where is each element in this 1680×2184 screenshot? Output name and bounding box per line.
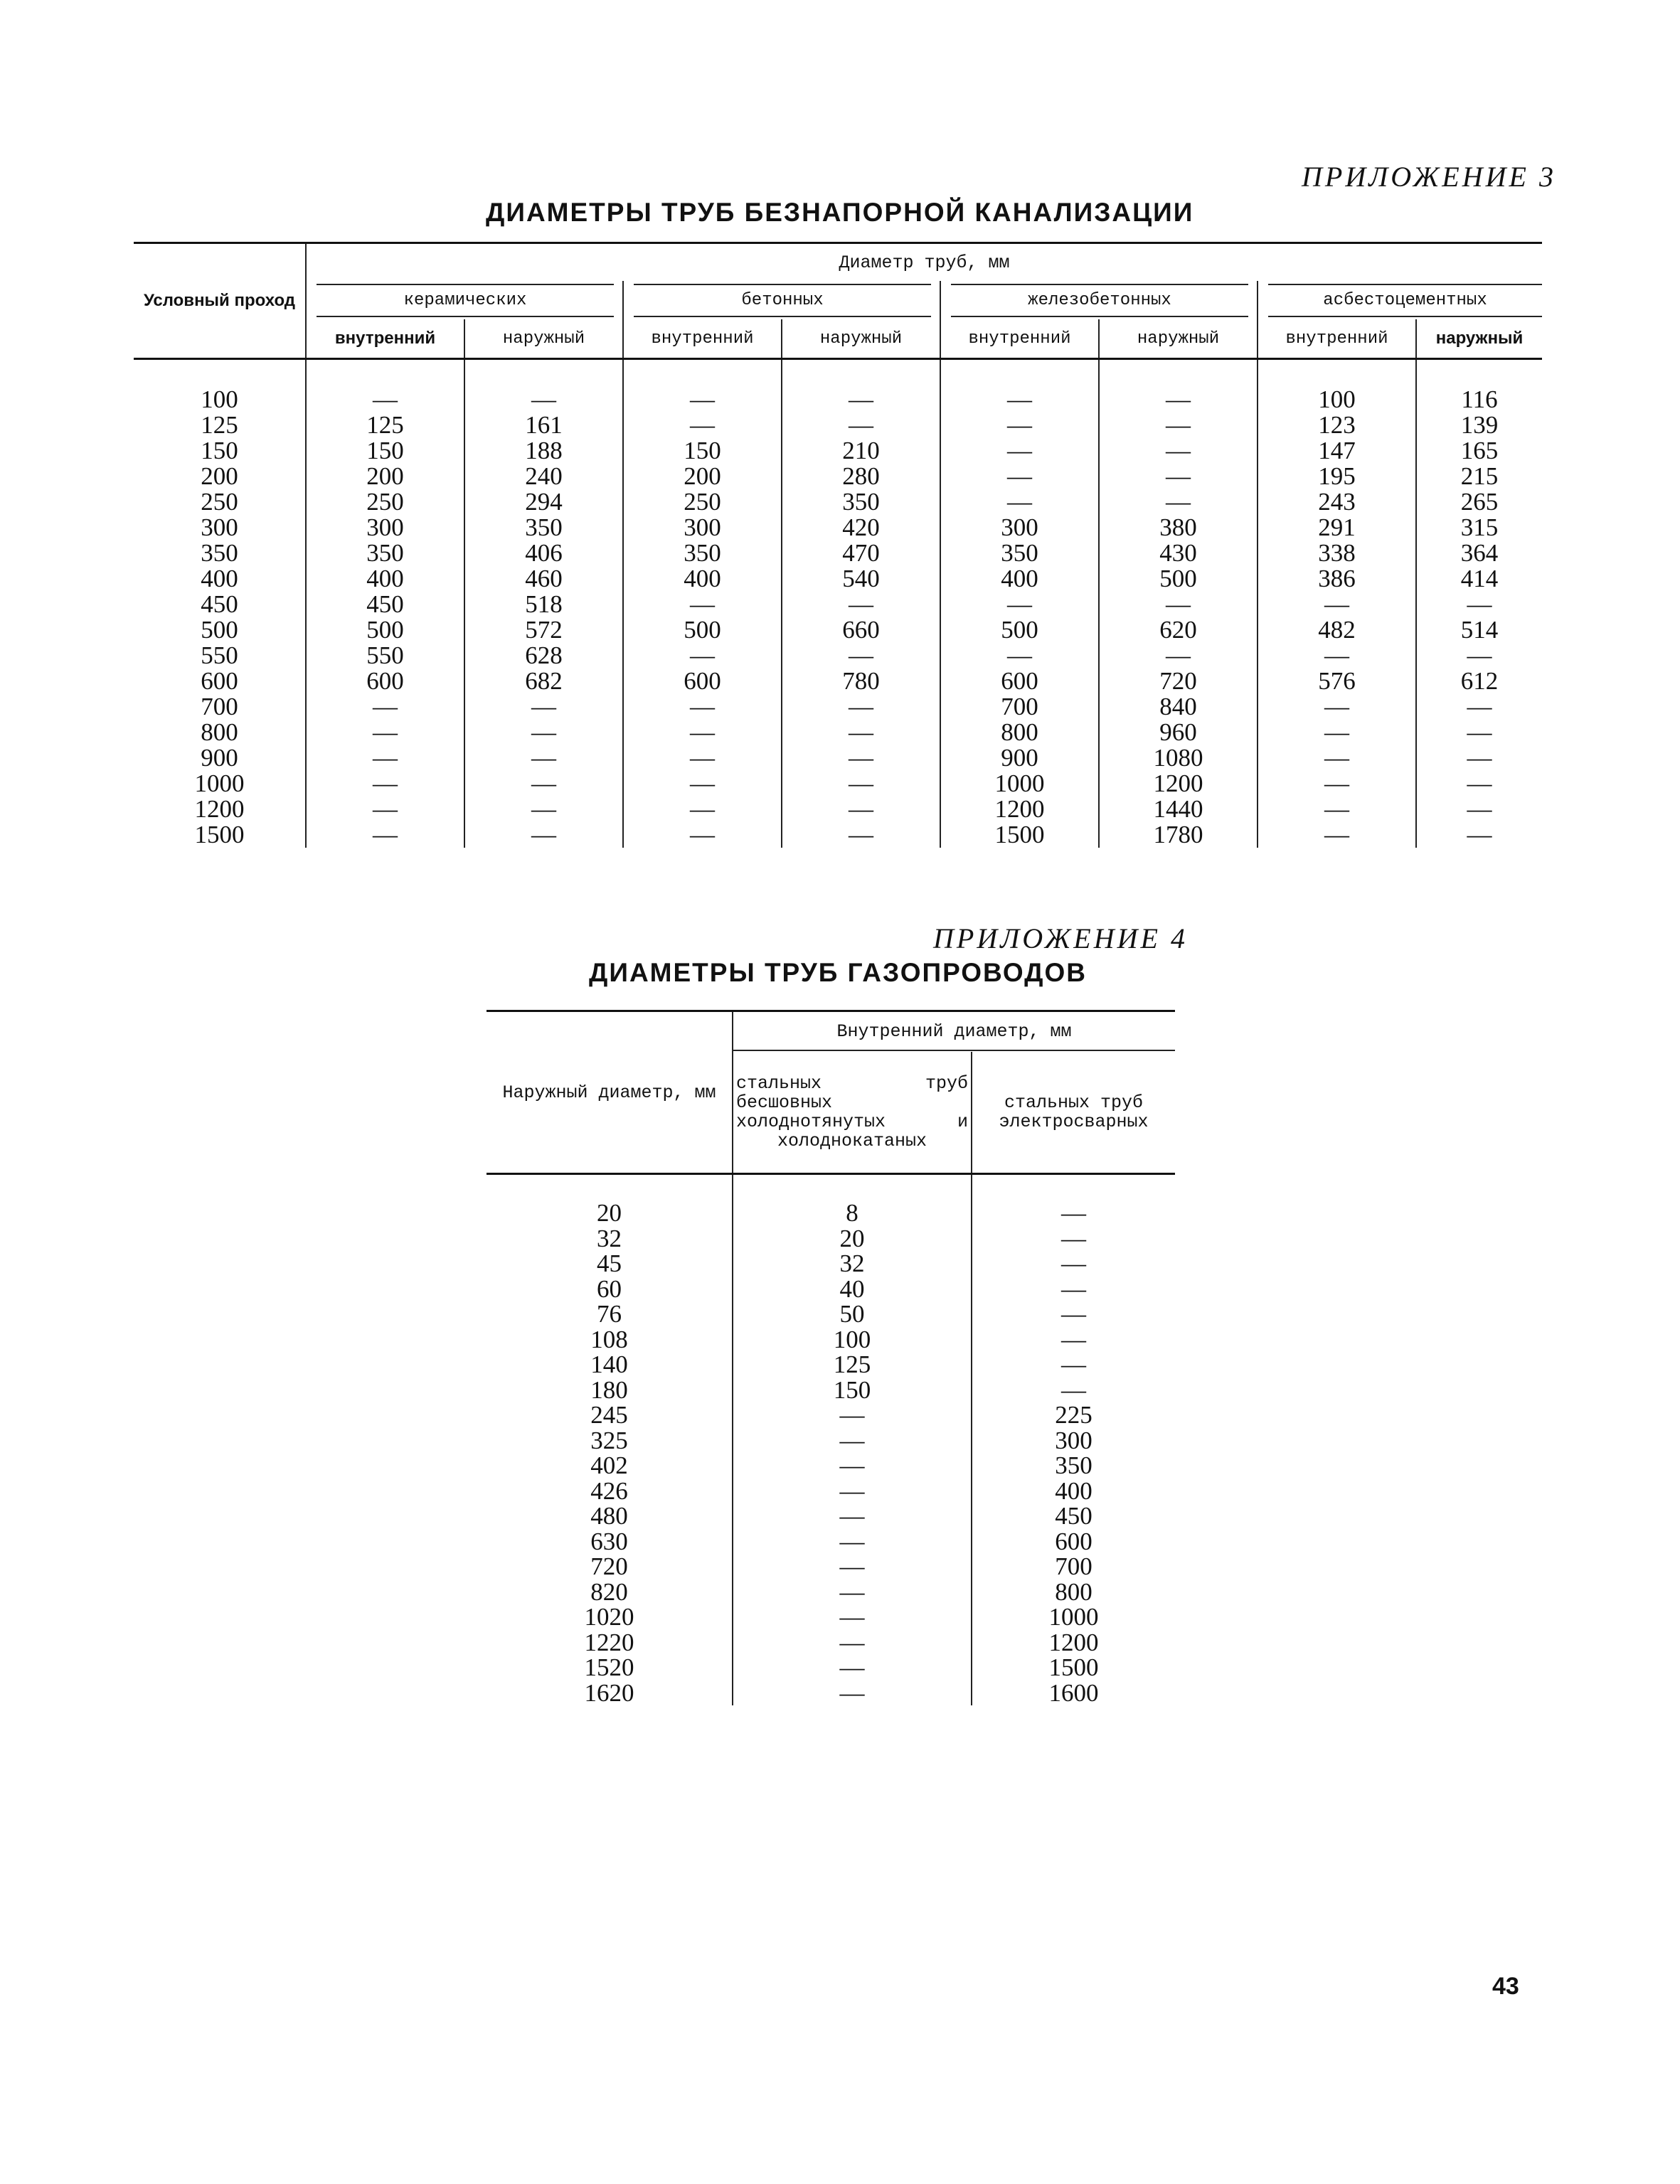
value-cell: 161: [464, 412, 623, 438]
stub-cell: 720: [590, 1552, 628, 1580]
value-cell: 294: [464, 489, 623, 515]
value-cell: 300: [623, 515, 782, 540]
value-cell: —: [623, 412, 782, 438]
group-header: Диаметр труб, мм: [306, 243, 1542, 282]
value-cell: 840: [1099, 694, 1258, 720]
outer-header: наружный: [464, 319, 623, 359]
value-cell: —: [623, 797, 782, 822]
value-cell: —: [940, 438, 1099, 464]
value-cell: —: [1416, 771, 1542, 797]
value-cell: —: [733, 1428, 972, 1454]
value-cell: —: [1258, 592, 1416, 617]
value-cell: 500: [940, 617, 1099, 643]
stub-cell: 450: [201, 590, 238, 618]
value-cell: —: [733, 1529, 972, 1555]
value-cell: —: [782, 797, 940, 822]
value-cell: —: [464, 720, 623, 745]
value-cell: 420: [782, 515, 940, 540]
table-row: [134, 438, 1542, 464]
sewer-pipe-diameters-table: [134, 242, 1542, 848]
stub-cell: 700: [201, 693, 238, 720]
material-header: железобетонных: [940, 281, 1258, 319]
value-cell: —: [782, 771, 940, 797]
value-cell: 188: [464, 438, 623, 464]
stub-cell: 76: [597, 1300, 622, 1328]
value-cell: 400: [972, 1479, 1175, 1504]
stub-header: Условный проход: [134, 243, 306, 359]
value-cell: 572: [464, 617, 623, 643]
value-cell: —: [733, 1453, 972, 1479]
value-cell: —: [782, 412, 940, 438]
stub-cell: 125: [201, 411, 238, 439]
value-cell: 350: [782, 489, 940, 515]
value-cell: —: [733, 1580, 972, 1605]
stub-cell: 402: [590, 1451, 628, 1479]
value-cell: 400: [306, 566, 464, 592]
value-cell: 612: [1416, 668, 1542, 694]
value-cell: —: [733, 1503, 972, 1529]
value-cell: —: [306, 797, 464, 822]
table-row: [487, 1680, 1175, 1706]
value-cell: 450: [306, 592, 464, 617]
stub-cell: 600: [201, 667, 238, 695]
value-cell: 1080: [1099, 745, 1258, 771]
value-cell: 1440: [1099, 797, 1258, 822]
value-cell: —: [1099, 489, 1258, 515]
table-row: [487, 1428, 1175, 1454]
table-row: [487, 1554, 1175, 1580]
value-cell: —: [623, 592, 782, 617]
value-cell: 682: [464, 668, 623, 694]
value-cell: —: [1416, 822, 1542, 848]
value-cell: 380: [1099, 515, 1258, 540]
appendix-3-label: ПРИЛОЖЕНИЕ 3: [1302, 161, 1556, 193]
stub-cell: 325: [590, 1426, 628, 1454]
value-cell: —: [464, 822, 623, 848]
value-cell: 125: [306, 412, 464, 438]
table-row: [134, 797, 1542, 822]
inner-header: внутренний: [623, 319, 782, 359]
value-cell: —: [972, 1327, 1175, 1353]
value-cell: 518: [464, 592, 623, 617]
table-row: [134, 515, 1542, 540]
value-cell: 386: [1258, 566, 1416, 592]
table-row: [134, 540, 1542, 566]
value-cell: —: [464, 797, 623, 822]
value-cell: —: [623, 771, 782, 797]
stub-cell: 1200: [194, 795, 245, 823]
value-cell: 150: [623, 438, 782, 464]
value-cell: 780: [782, 668, 940, 694]
table-row: [487, 1604, 1175, 1630]
value-cell: 1600: [972, 1680, 1175, 1706]
value-cell: —: [1258, 643, 1416, 668]
value-cell: —: [1258, 745, 1416, 771]
stub-cell: 45: [597, 1250, 622, 1277]
value-cell: 100: [1258, 359, 1416, 413]
value-cell: —: [733, 1402, 972, 1428]
value-cell: —: [1416, 643, 1542, 668]
material-header: керамических: [306, 281, 623, 319]
value-cell: —: [1258, 822, 1416, 848]
value-cell: 1200: [940, 797, 1099, 822]
value-cell: —: [1099, 464, 1258, 489]
sewer-table-body: [134, 359, 1542, 848]
value-cell: 700: [940, 694, 1099, 720]
value-cell: —: [623, 694, 782, 720]
table-row: [487, 1479, 1175, 1504]
value-cell: —: [972, 1251, 1175, 1277]
stub-cell: 426: [590, 1476, 628, 1505]
value-cell: 250: [623, 489, 782, 515]
value-cell: —: [1416, 720, 1542, 745]
value-cell: —: [782, 359, 940, 413]
value-cell: 620: [1099, 617, 1258, 643]
value-cell: 470: [782, 540, 940, 566]
stub-cell: 500: [201, 616, 238, 644]
value-cell: 123: [1258, 412, 1416, 438]
value-cell: 225: [972, 1402, 1175, 1428]
value-cell: 40: [733, 1277, 972, 1302]
value-cell: 32: [733, 1251, 972, 1277]
stub-cell: 20: [597, 1199, 622, 1227]
value-cell: 550: [306, 643, 464, 668]
material-header: бетонных: [623, 281, 940, 319]
value-cell: —: [940, 643, 1099, 668]
value-cell: 514: [1416, 617, 1542, 643]
value-cell: —: [464, 745, 623, 771]
value-cell: 280: [782, 464, 940, 489]
table-row: [134, 592, 1542, 617]
value-cell: 500: [623, 617, 782, 643]
value-cell: 1000: [972, 1604, 1175, 1630]
table-row: [487, 1277, 1175, 1302]
value-cell: —: [623, 745, 782, 771]
value-cell: 350: [464, 515, 623, 540]
value-cell: 1000: [940, 771, 1099, 797]
value-cell: —: [940, 592, 1099, 617]
value-cell: 243: [1258, 489, 1416, 515]
value-cell: —: [1416, 745, 1542, 771]
stub-cell: 60: [597, 1274, 622, 1303]
value-cell: —: [972, 1301, 1175, 1327]
outer-header: наружный: [782, 319, 940, 359]
value-cell: 139: [1416, 412, 1542, 438]
value-cell: —: [972, 1174, 1175, 1226]
value-cell: 350: [306, 540, 464, 566]
value-cell: —: [782, 822, 940, 848]
stub-cell: 150: [201, 437, 238, 464]
group-header: Внутренний диаметр, мм: [733, 1011, 1175, 1053]
value-cell: —: [940, 359, 1099, 413]
table-row: [487, 1327, 1175, 1353]
gas-pipe-diameters-table: [487, 1010, 1175, 1705]
value-cell: 800: [940, 720, 1099, 745]
value-cell: 414: [1416, 566, 1542, 592]
stub-cell: 32: [597, 1224, 622, 1252]
stub-cell: 350: [201, 539, 238, 567]
table-row: [487, 1301, 1175, 1327]
value-cell: —: [623, 822, 782, 848]
value-cell: 960: [1099, 720, 1258, 745]
value-cell: 240: [464, 464, 623, 489]
outer-header: наружный: [1416, 319, 1542, 359]
value-cell: —: [733, 1655, 972, 1680]
value-cell: —: [306, 359, 464, 413]
value-cell: 400: [940, 566, 1099, 592]
value-cell: 800: [972, 1580, 1175, 1605]
value-cell: —: [1099, 438, 1258, 464]
seamless-header: стальных труб бесшовных холоднотянутых и холоднокатаных: [733, 1052, 972, 1174]
value-cell: 338: [1258, 540, 1416, 566]
value-cell: 300: [940, 515, 1099, 540]
value-cell: —: [623, 643, 782, 668]
value-cell: —: [733, 1680, 972, 1706]
value-cell: —: [733, 1479, 972, 1504]
stub-cell: 1020: [584, 1603, 634, 1631]
value-cell: 900: [940, 745, 1099, 771]
table-row: [487, 1251, 1175, 1277]
stub-cell: 200: [201, 462, 238, 490]
stub-cell: 1500: [194, 821, 245, 848]
value-cell: 430: [1099, 540, 1258, 566]
table-row: [487, 1352, 1175, 1378]
table-row: [134, 694, 1542, 720]
value-cell: 315: [1416, 515, 1542, 540]
table-row: [134, 643, 1542, 668]
value-cell: 482: [1258, 617, 1416, 643]
table-row: [487, 1378, 1175, 1403]
value-cell: 300: [972, 1428, 1175, 1454]
value-cell: —: [1416, 694, 1542, 720]
table-row: [134, 566, 1542, 592]
value-cell: —: [782, 694, 940, 720]
stub-cell: 630: [590, 1527, 628, 1555]
value-cell: —: [972, 1378, 1175, 1403]
value-cell: —: [782, 643, 940, 668]
value-cell: —: [940, 412, 1099, 438]
stub-cell: 480: [590, 1502, 628, 1530]
stub-cell: 1000: [194, 769, 245, 797]
stub-cell: 300: [201, 513, 238, 541]
value-cell: 460: [464, 566, 623, 592]
value-cell: —: [306, 822, 464, 848]
stub-header: Наружный диаметр, мм: [487, 1011, 733, 1174]
value-cell: 125: [733, 1352, 972, 1378]
stub-cell: 800: [201, 718, 238, 746]
value-cell: 400: [623, 566, 782, 592]
value-cell: 600: [623, 668, 782, 694]
table-row: [134, 489, 1542, 515]
welded-header: стальных труб электросварных: [972, 1052, 1175, 1174]
value-cell: 350: [623, 540, 782, 566]
value-cell: —: [972, 1277, 1175, 1302]
table-row: [134, 412, 1542, 438]
value-cell: 350: [940, 540, 1099, 566]
value-cell: 600: [306, 668, 464, 694]
value-cell: 20: [733, 1226, 972, 1252]
gas-table-body: [487, 1174, 1175, 1706]
value-cell: 540: [782, 566, 940, 592]
value-cell: 576: [1258, 668, 1416, 694]
page-number: 43: [1492, 1973, 1519, 2000]
value-cell: 1780: [1099, 822, 1258, 848]
value-cell: —: [1258, 694, 1416, 720]
value-cell: —: [940, 489, 1099, 515]
value-cell: 250: [306, 489, 464, 515]
value-cell: 200: [306, 464, 464, 489]
value-cell: —: [306, 694, 464, 720]
table-row: [134, 745, 1542, 771]
value-cell: —: [782, 592, 940, 617]
table-row: [134, 668, 1542, 694]
value-cell: —: [733, 1630, 972, 1656]
value-cell: 265: [1416, 489, 1542, 515]
table-row: [487, 1174, 1175, 1226]
value-cell: 195: [1258, 464, 1416, 489]
value-cell: 150: [306, 438, 464, 464]
value-cell: 660: [782, 617, 940, 643]
table-row: [134, 720, 1542, 745]
stub-cell: 100: [201, 385, 238, 413]
table-row: [487, 1630, 1175, 1656]
table-row: [134, 359, 1542, 413]
value-cell: 8: [733, 1174, 972, 1226]
value-cell: —: [733, 1604, 972, 1630]
stub-cell: 820: [590, 1577, 628, 1606]
value-cell: —: [972, 1226, 1175, 1252]
value-cell: 147: [1258, 438, 1416, 464]
value-cell: —: [1416, 592, 1542, 617]
value-cell: —: [306, 745, 464, 771]
stub-cell: 180: [590, 1375, 628, 1404]
value-cell: 406: [464, 540, 623, 566]
value-cell: —: [972, 1352, 1175, 1378]
value-cell: —: [782, 745, 940, 771]
value-cell: 720: [1099, 668, 1258, 694]
value-cell: —: [623, 720, 782, 745]
value-cell: —: [1099, 592, 1258, 617]
appendix-3-title: ДИАМЕТРЫ ТРУБ БЕЗНАПОРНОЙ КАНАЛИЗАЦИИ: [486, 198, 1194, 227]
value-cell: 628: [464, 643, 623, 668]
value-cell: 50: [733, 1301, 972, 1327]
stub-cell: 140: [590, 1351, 628, 1378]
table-row: [487, 1503, 1175, 1529]
stub-cell: 1620: [584, 1678, 634, 1707]
value-cell: —: [1416, 797, 1542, 822]
value-cell: —: [464, 694, 623, 720]
table-row: [134, 822, 1542, 848]
value-cell: —: [623, 359, 782, 413]
value-cell: 1200: [972, 1630, 1175, 1656]
outer-header: наружный: [1099, 319, 1258, 359]
value-cell: —: [1258, 797, 1416, 822]
value-cell: 700: [972, 1554, 1175, 1580]
appendix-4-title: ДИАМЕТРЫ ТРУБ ГАЗОПРОВОДОВ: [589, 958, 1087, 987]
value-cell: —: [1258, 720, 1416, 745]
inner-header: внутренний: [306, 319, 464, 359]
stub-cell: 400: [201, 565, 238, 592]
table-row: [487, 1453, 1175, 1479]
appendix-4-label: ПРИЛОЖЕНИЕ 4: [933, 922, 1188, 954]
value-cell: 1500: [972, 1655, 1175, 1680]
value-cell: 150: [733, 1378, 972, 1403]
value-cell: 200: [623, 464, 782, 489]
inner-header: внутренний: [940, 319, 1099, 359]
material-header: асбестоцементных: [1258, 281, 1542, 319]
value-cell: —: [1099, 412, 1258, 438]
value-cell: —: [306, 720, 464, 745]
table-row: [487, 1655, 1175, 1680]
value-cell: 600: [940, 668, 1099, 694]
stub-cell: 550: [201, 641, 238, 669]
stub-cell: 250: [201, 488, 238, 516]
table-row: [487, 1226, 1175, 1252]
table-row: [487, 1580, 1175, 1605]
value-cell: 364: [1416, 540, 1542, 566]
value-cell: —: [1099, 643, 1258, 668]
value-cell: —: [733, 1554, 972, 1580]
value-cell: 291: [1258, 515, 1416, 540]
value-cell: 500: [1099, 566, 1258, 592]
inner-header: внутренний: [1258, 319, 1416, 359]
stub-cell: 900: [201, 744, 238, 772]
stub-cell: 245: [590, 1401, 628, 1429]
table-row: [487, 1402, 1175, 1428]
value-cell: —: [940, 464, 1099, 489]
value-cell: 350: [972, 1453, 1175, 1479]
value-cell: —: [464, 359, 623, 413]
value-cell: —: [1099, 359, 1258, 413]
value-cell: 450: [972, 1503, 1175, 1529]
value-cell: 300: [306, 515, 464, 540]
table-row: [134, 617, 1542, 643]
value-cell: 215: [1416, 464, 1542, 489]
value-cell: —: [1258, 771, 1416, 797]
value-cell: —: [782, 720, 940, 745]
value-cell: —: [306, 771, 464, 797]
value-cell: 1500: [940, 822, 1099, 848]
value-cell: 210: [782, 438, 940, 464]
stub-cell: 1520: [584, 1653, 634, 1681]
stub-cell: 1220: [584, 1628, 634, 1656]
value-cell: 165: [1416, 438, 1542, 464]
value-cell: 100: [733, 1327, 972, 1353]
table-row: [134, 771, 1542, 797]
value-cell: 116: [1416, 359, 1542, 413]
table-row: [487, 1529, 1175, 1555]
table-row: [134, 464, 1542, 489]
stub-cell: 108: [590, 1325, 628, 1353]
value-cell: 500: [306, 617, 464, 643]
value-cell: 1200: [1099, 771, 1258, 797]
value-cell: —: [464, 771, 623, 797]
value-cell: 600: [972, 1529, 1175, 1555]
